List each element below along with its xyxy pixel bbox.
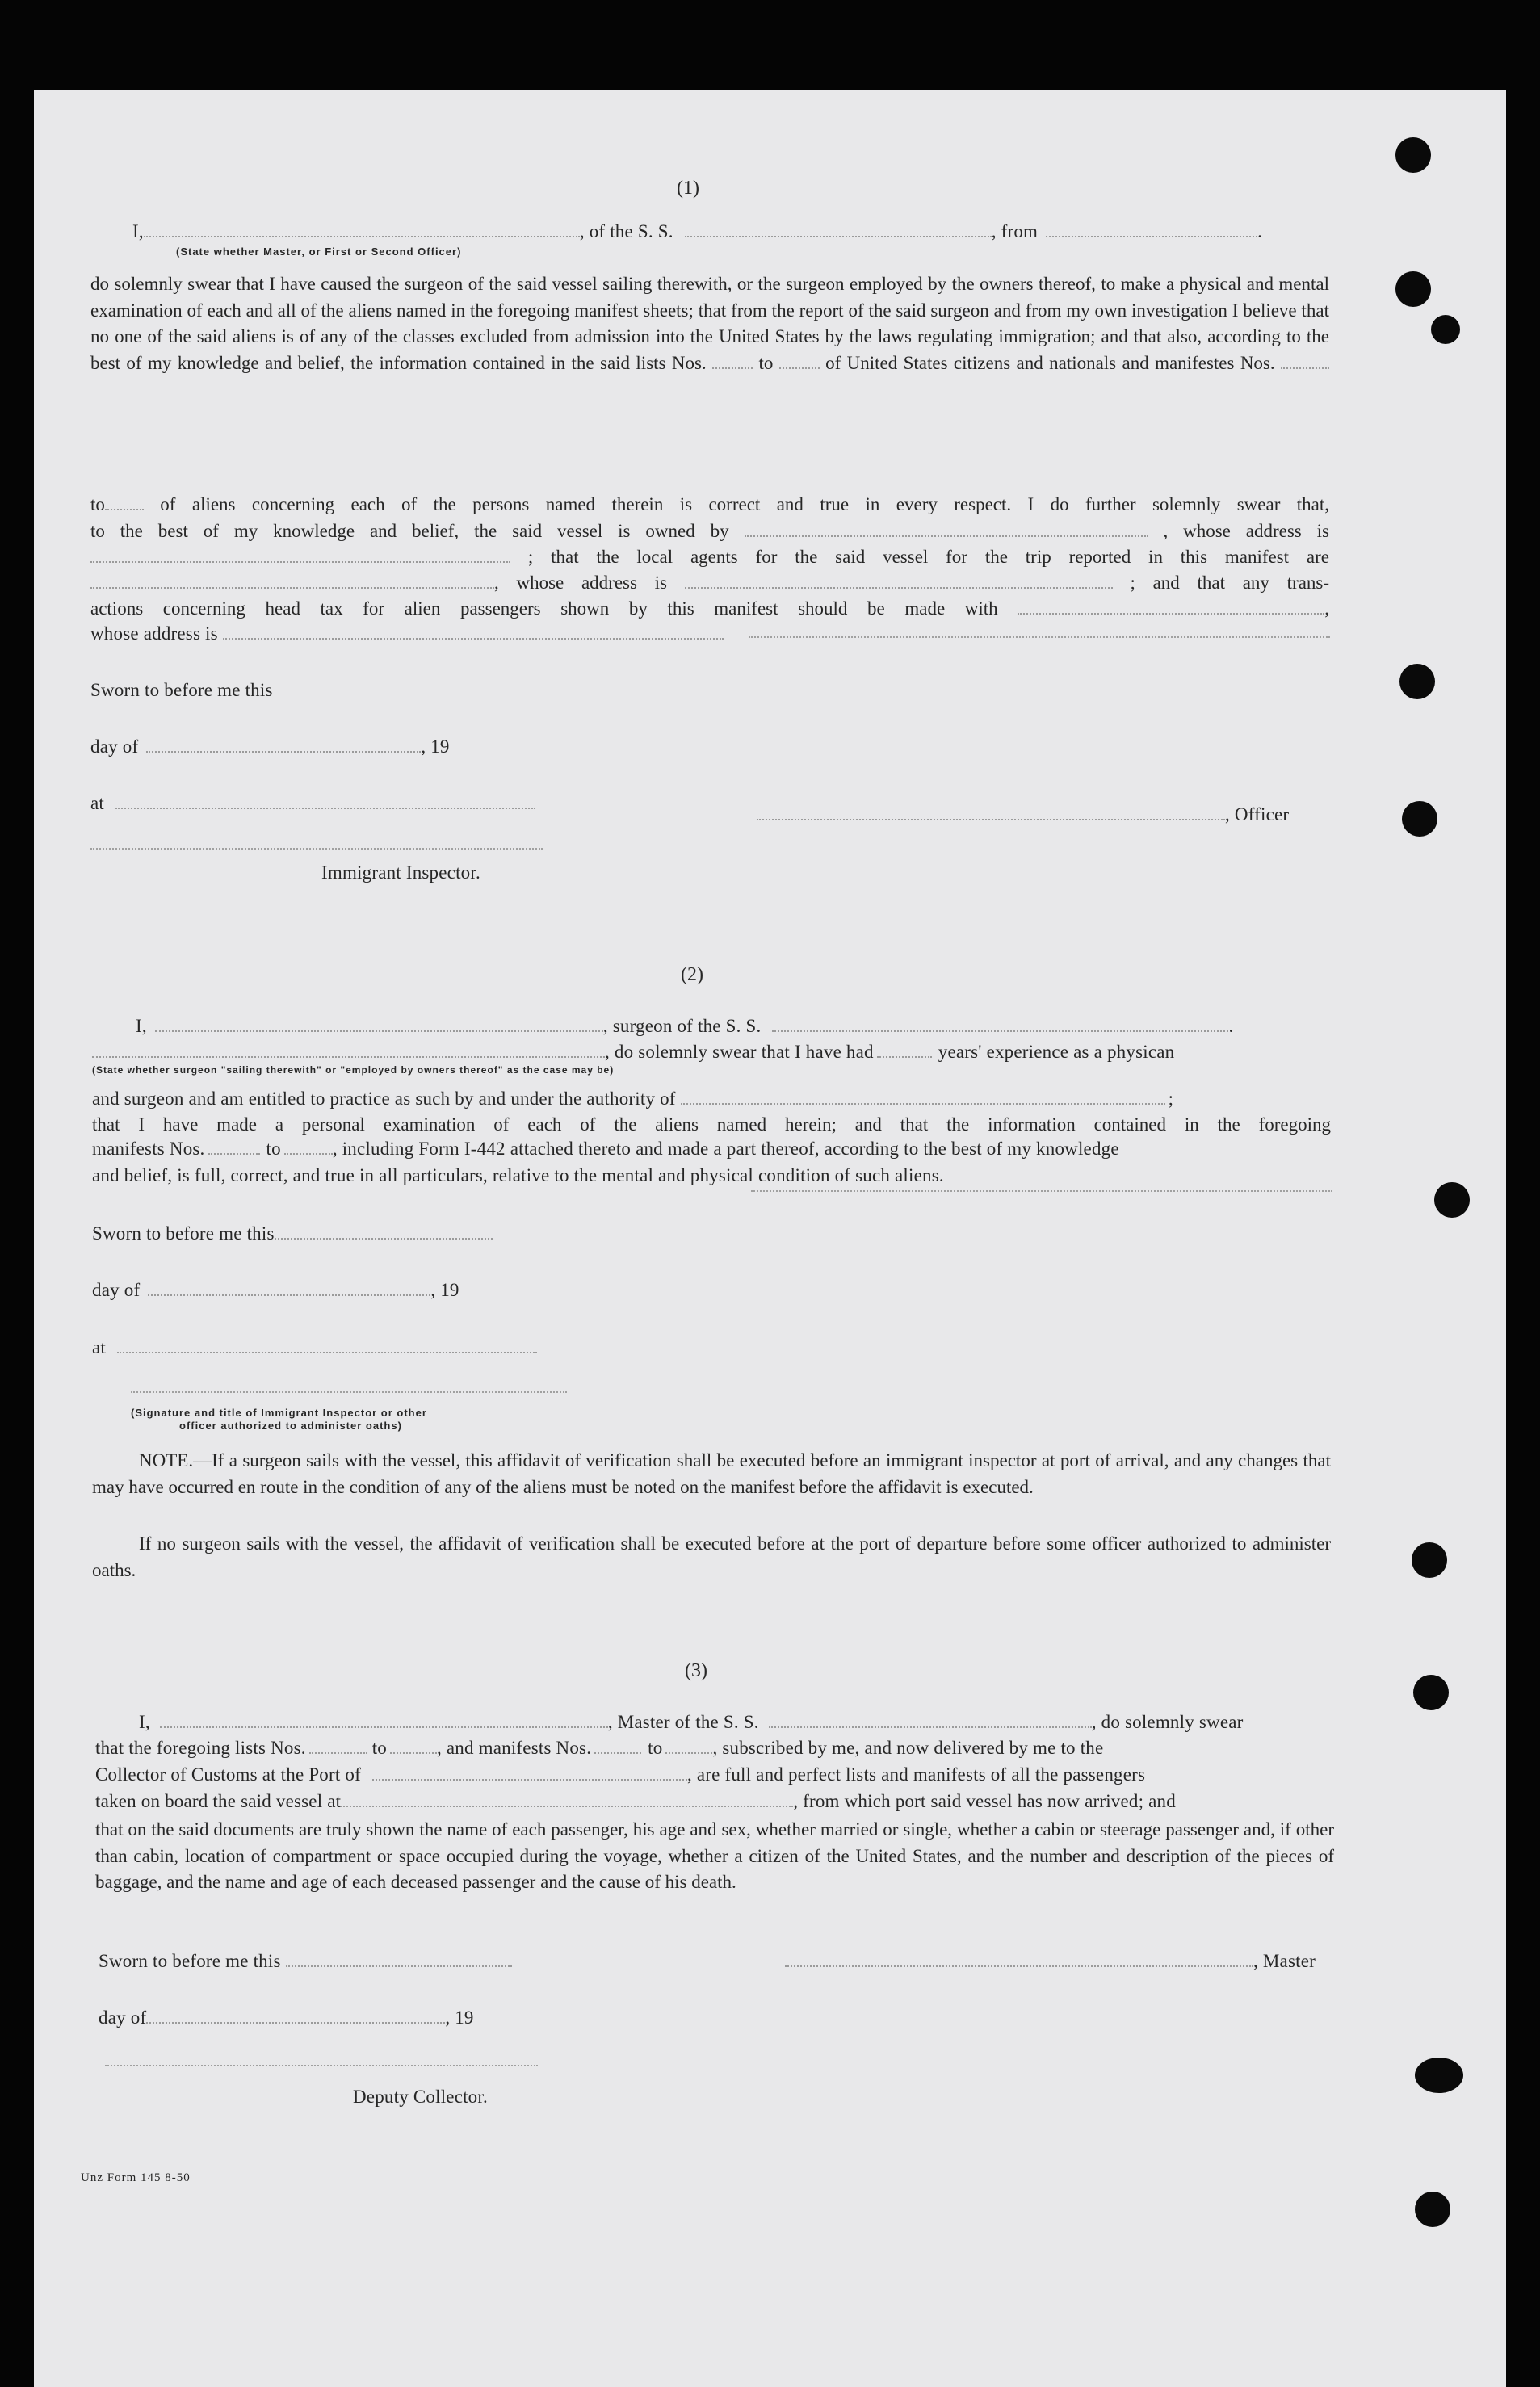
inspector-signature-line[interactable] [90,848,543,850]
punch-hole [1431,315,1460,344]
s3-lists-to-field[interactable] [390,1738,437,1754]
s1-body-3: to the best of my knowledge and belief, the said vessel is owned by , whose address is [90,521,1329,541]
section-2-number: (2) [681,964,703,985]
s2-line-1: I, , surgeon of the S. S. . [136,1016,1234,1036]
s2-note-2: If no surgeon sails with the vessel, the affidavit of verification shall be executed before at the port of departure before some officer authorized to administer oaths. [92,1533,1331,1580]
agents-field[interactable] [90,573,494,589]
s3-lists-from-field[interactable] [309,1738,367,1754]
s3-day-field[interactable] [146,2007,445,2024]
owner-field[interactable] [745,521,1148,537]
s2-day-line: day of , 19 [92,1280,459,1300]
s2-p3: manifests Nos. to , including Form I-442 attached thereto and made a part thereof, according to the best of my knowledge [92,1139,1119,1159]
s1-body-7: whose address is [90,623,724,644]
punch-hole [1413,1675,1449,1710]
surgeon-status-field[interactable] [92,1042,605,1058]
port-field[interactable] [372,1764,687,1781]
s2-sig-caption-1: (Signature and title of Immigrant Inspector or other [131,1407,427,1419]
s1-signature-line[interactable] [749,636,1330,638]
s2-sworn-line: Sworn to before me this [92,1223,493,1244]
s3-ship-name-field[interactable] [769,1712,1092,1728]
form-footer: Unz Form 145 8-50 [81,2171,191,2184]
s2-at-field[interactable] [117,1337,537,1353]
authority-field[interactable] [681,1089,1165,1105]
s1-officer-line: , Officer [757,804,1289,825]
s2-sig-caption-2: officer authorized to administer oaths) [179,1420,402,1432]
surgeon-signature-line[interactable] [751,1190,1332,1192]
s1-body-2: to of aliens concerning each of the persons named therein is correct and true in every respect. I do further solemnly swear that, [90,494,1329,514]
from-port-field[interactable] [1046,221,1257,237]
s3-collector-title: Deputy Collector. [353,2087,488,2107]
s3-line-3: Collector of Customs at the Port of , are full and perfect lists and manifests of all the passengers [95,1764,1146,1785]
s2-ship-name-field[interactable] [772,1016,1228,1032]
form-sheet [34,90,1506,2387]
s1-inspector-title: Immigrant Inspector. [321,862,480,883]
s1-day-line: day of , 19 [90,736,450,757]
s1-body-4: ; that the local agents for the said vessel for the trip reported in this manifest are [90,544,1329,571]
s3-day-line: day of , 19 [99,2007,474,2028]
s2-p1: and surgeon and am entitled to practice as such by and under the authority of ; [92,1089,1174,1109]
master-signature-field[interactable] [785,1951,1253,1967]
s2-inspector-signature-line[interactable] [131,1391,567,1393]
s3-sworn-field[interactable] [286,1951,512,1967]
s1-sworn: Sworn to before me this [90,680,273,700]
s1-at-field[interactable] [115,793,535,809]
s2-p4: and belief, is full, correct, and true in all particulars, relative to the mental and physical condition of such aliens. [92,1165,944,1185]
punch-hole [1434,1182,1470,1218]
master-name-field[interactable] [160,1712,608,1728]
s1-body-6: actions concerning head tax for alien passengers shown by this manifest should be made with , [90,598,1329,619]
punch-hole [1402,801,1437,837]
s2-p2: that I have made a personal examination of each of the aliens named herein; and that the information contained in the foregoing [92,1114,1331,1135]
manifests-from-field[interactable] [1281,353,1329,369]
s2-manifests-from-field[interactable] [208,1139,260,1155]
head-tax-agent-field[interactable] [1018,598,1324,615]
s1-body-5: , whose address is ; and that any trans- [90,570,1329,597]
s1-caption: (State whether Master, or First or Second Officer) [176,245,462,258]
s3-line-4: taken on board the said vessel at , from which port said vessel has now arrived; and [95,1791,1176,1811]
punch-hole [1395,271,1431,307]
s1-body: do solemnly swear that I have caused the surgeon of the said vessel sailing therewith, or the surgeon employed by the owners thereof, to make a physical and mental examination of each and all of the aliens named in the foregoing manifest sheets; that from the report of the said surgeon and from my own investigation I believe that no one of the said aliens is of any of the classes excluded from admission into the United States by the laws regulating immigration; and that also, according to the best of my knowledge and belief, the information contained in the said lists Nos. to of United States citizens and nationals and manifestes Nos. [90,274,1329,373]
manifests-to-field[interactable] [105,494,144,510]
s2-sworn-field[interactable] [275,1223,493,1240]
s3-manifests-from-field[interactable] [594,1738,641,1754]
s3-manifests-to-field[interactable] [665,1738,712,1754]
punch-hole [1415,2192,1450,2227]
rank-field[interactable] [144,221,580,237]
s3-line-1: I, , Master of the S. S. , do solemnly swear [139,1712,1244,1732]
lists-to-field[interactable] [779,353,820,369]
punch-hole [1412,1542,1447,1578]
section-1-number: (1) [677,178,699,199]
s3-line-2: that the foregoing lists Nos. to , and manifests Nos. to , subscribed by me, and now delivered by me to the [95,1738,1104,1758]
s2-day-field[interactable] [148,1280,430,1296]
agents-address-field[interactable] [685,573,1113,589]
punch-hole [1395,137,1431,173]
years-experience-field[interactable] [877,1042,932,1058]
surgeon-name-field[interactable] [155,1016,603,1032]
s3-sworn-line: Sworn to before me this [99,1951,512,1972]
owner-address-field[interactable] [90,547,510,563]
s2-caption: (State whether surgeon "sailing therewith" or "employed by owners thereof" as the case may be) [92,1064,615,1076]
s3-master-line: , Master [785,1951,1316,1972]
s2-at-line: at [92,1337,537,1358]
s1-day-field[interactable] [146,736,421,753]
punch-hole [1415,2058,1463,2093]
head-tax-address-field[interactable] [223,623,724,640]
officer-signature-field[interactable] [757,804,1225,820]
section-3-number: (3) [685,1660,707,1681]
embark-port-field[interactable] [341,1791,793,1807]
punch-hole [1399,664,1435,699]
s1-at-line: at [90,793,535,814]
collector-signature-line[interactable] [105,2065,538,2066]
s2-line-2: , do solemnly swear that I have had years' experience as a physican [92,1042,1174,1063]
ship-name-field[interactable] [685,221,992,237]
s3-body: that on the said documents are truly shown the name of each passenger, his age and sex, whether married or single, whether a cabin or steerage passenger and, if other than cabin, location of compartment or space occupied during the voyage, whether a citizen of the United States, and the number and description of the pieces of baggage, and the name and age of each deceased passenger and the cause of his death. [95,1819,1334,1892]
s2-manifests-to-field[interactable] [284,1139,333,1155]
s2-note-1: NOTE.—If a surgeon sails with the vessel, this affidavit of verification shall be executed before an immigrant inspector at port of arrival, and any changes that may have occurred en route in the condition of any of the aliens must be noted on the manifest before the affidavit is executed. [92,1450,1331,1497]
s1-line-1: I, , of the S. S. , from . [132,221,1263,241]
lists-from-field[interactable] [712,353,753,369]
